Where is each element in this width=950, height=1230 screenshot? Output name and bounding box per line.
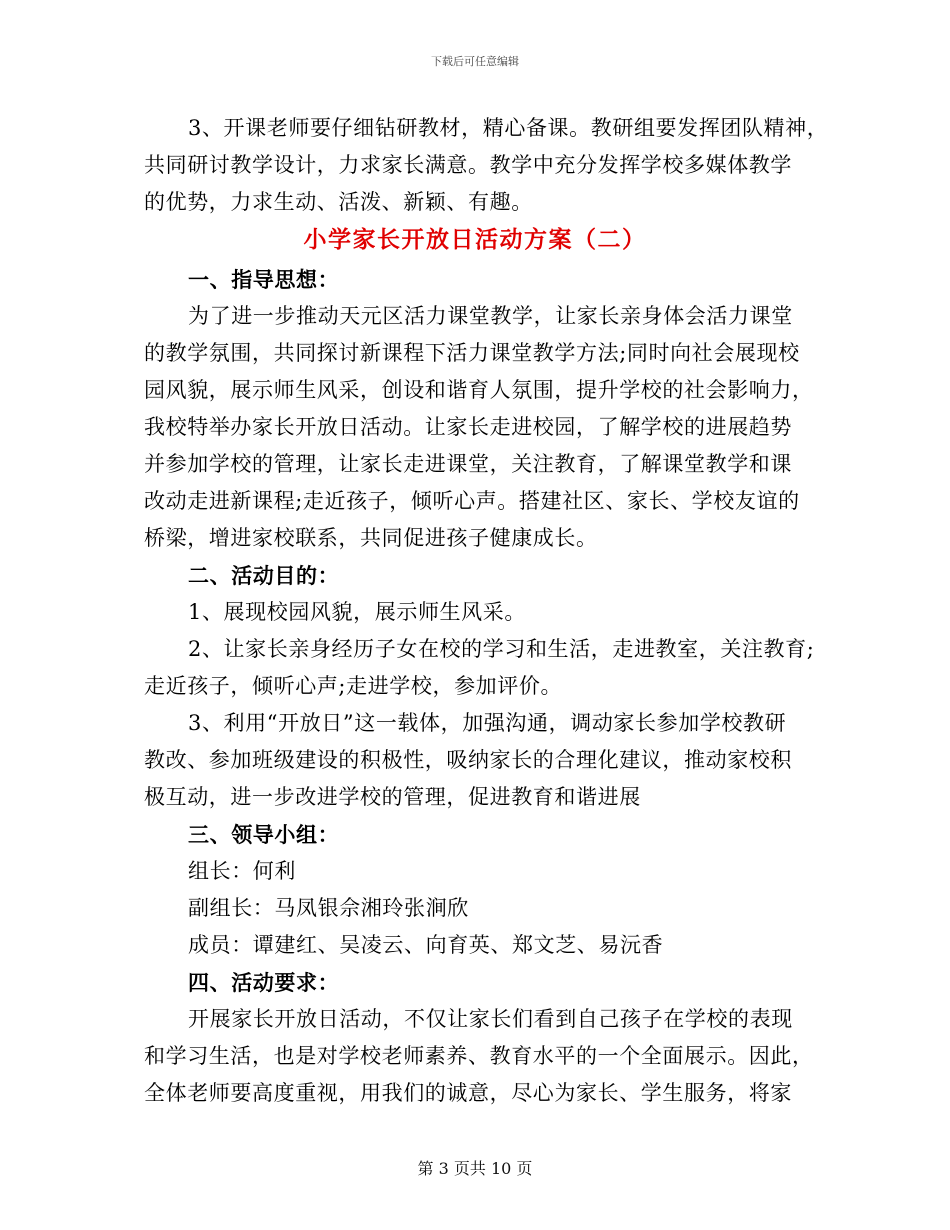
document-title: 小学家长开放日活动方案（二）	[303, 226, 647, 253]
paragraph-line: 全体老师要高度重视，用我们的诚意，尽心为家长、学生服务，将家	[144, 1081, 792, 1105]
intro-line-2: 共同研讨教学设计，力求家长满意。教学中充分发挥学校多媒体教学	[144, 153, 792, 177]
section-heading-purpose: 二、活动目的：	[188, 563, 340, 588]
paragraph-line: 开展家长开放日活动，不仅让家长们看到自己孩子在学校的表现	[188, 1007, 793, 1031]
paragraph-line: 组长：何利	[188, 859, 296, 883]
document-body	[144, 110, 829, 1112]
paragraph-line: 为了进一步推动天元区活力课堂教学，让家长亲身体会活力课堂	[188, 304, 793, 328]
page-header: 下载后可任意编辑	[431, 55, 519, 68]
paragraph-line: 2、让家长亲身经历子女在校的学习和生活，走进教室，关注教育;	[188, 637, 815, 661]
intro-line-3: 的优势，力求生动、活泼、新颖、有趣。	[144, 190, 533, 214]
page-footer: 第 3 页共 10 页	[417, 1159, 533, 1178]
paragraph-line: 教改、参加班级建设的积极性，吸纳家长的合理化建议，推动家校积	[144, 748, 792, 772]
paragraph-line: 走近孩子，倾听心声;走进学校，参加评价。	[144, 674, 563, 698]
paragraph-line: 园风貌，展示师生风采，创设和谐育人氛围，提升学校的社会影响力，	[144, 378, 814, 402]
paragraph-line: 和学习生活，也是对学校老师素养、教育水平的一个全面展示。因此，	[144, 1044, 814, 1068]
paragraph-line: 的教学氛围，共同探讨新课程下活力课堂教学方法;同时向社会展现校	[144, 341, 800, 365]
paragraph-line: 我校特举办家长开放日活动。让家长走进校园，了解学校的进展趋势	[144, 415, 792, 439]
paragraph-line: 并参加学校的管理，让家长走进课堂，关注教育，了解课堂教学和课	[144, 452, 792, 476]
section-heading-leadership: 三、领导小组：	[188, 822, 340, 847]
paragraph-line: 副组长：马凤银佘湘玲张涧欣	[188, 896, 469, 920]
intro-line-1: 3、开课老师要仔细钻研教材，精心备课。教研组要发挥团队精神，	[188, 116, 829, 140]
paragraph-line: 桥梁，增进家校联系，共同促进孩子健康成长。	[144, 526, 598, 550]
section-heading-requirements: 四、活动要求：	[188, 970, 340, 995]
section-heading-guiding-idea: 一、指导思想：	[188, 267, 340, 292]
paragraph-line: 3、利用“开放日”这一载体，加强沟通，调动家长参加学校教研	[188, 711, 787, 735]
paragraph-line: 1、展现校园风貌，展示师生风采。	[188, 600, 526, 624]
paragraph-line: 改动走进新课程;走近孩子，倾听心声。搭建社区、家长、学校友谊的	[144, 489, 800, 513]
paragraph-line: 极互动，进一步改进学校的管理，促进教育和谐进展	[144, 785, 641, 809]
paragraph-line: 成员：谭建红、吴凌云、向育英、郑文芝、易沅香	[188, 933, 664, 957]
